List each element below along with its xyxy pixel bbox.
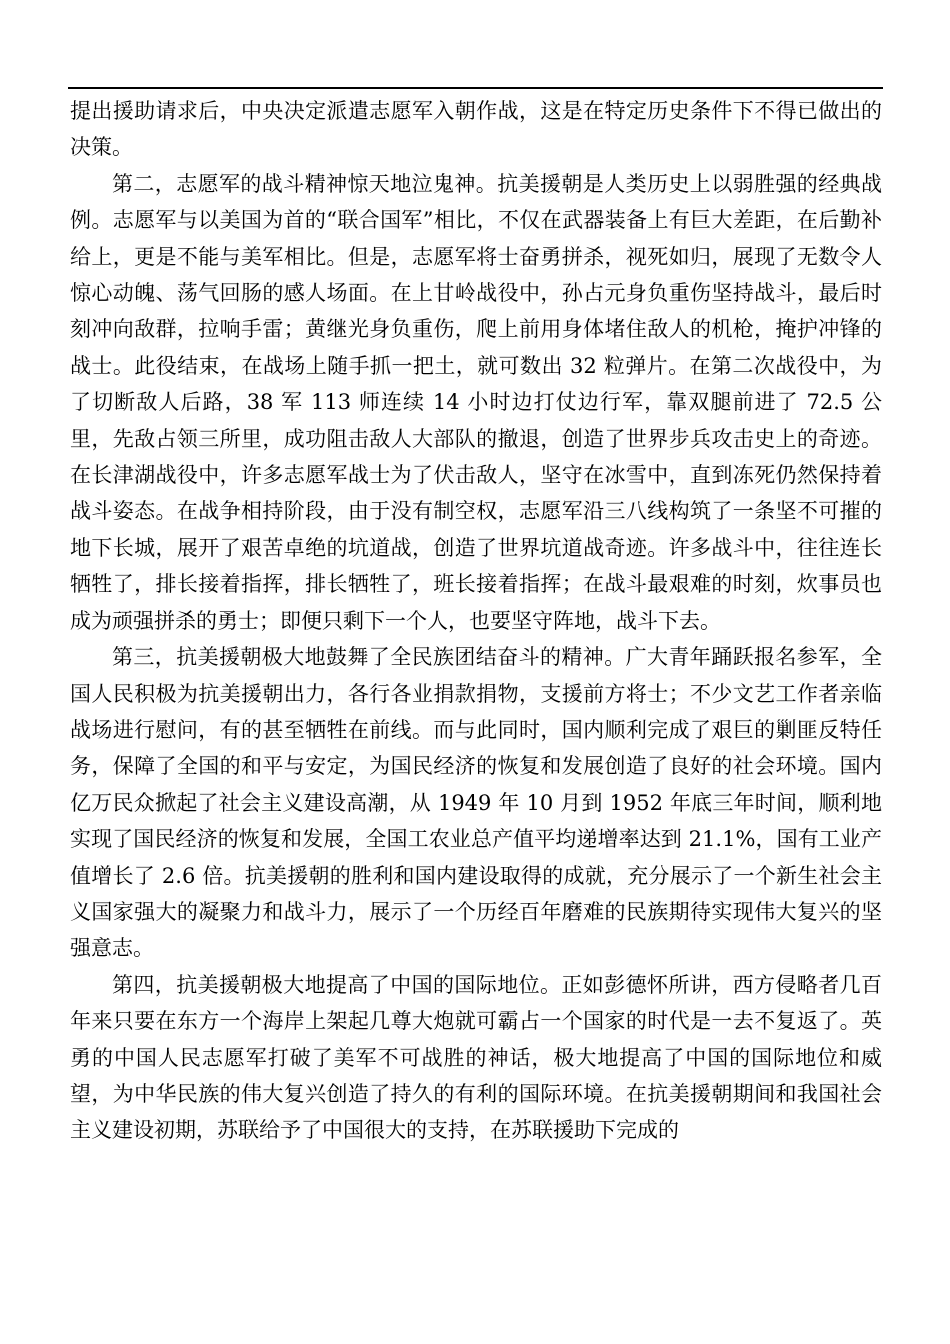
header-rule: [68, 87, 883, 89]
paragraph-continuation: 提出援助请求后，中央决定派遣志愿军入朝作战，这是在特定历史条件下不得已做出的决策。: [70, 99, 882, 160]
paragraph-second-point: 第二，志愿军的战斗精神惊天地泣鬼神。抗美援朝是人类历史上以弱胜强的经典战例。志愿军与以美国为首的“联合国军”相比，不仅在武器装备上有巨大差距，在后勤补给上，更是不能与美军相比。但是，志愿军将士奋勇拼杀，视死如归，展现了无数令人惊心动魄、荡气回肠的感人场面。在上甘岭战役中，孙占元身负重伤坚持战斗，最后时刻冲向敌群，拉响手雷；黄继光身负重伤，爬上前用身体堵住敌人的机枪，掩护冲锋的战士。此役结束，在战场上随手抓一把土，就可数出 32 粒弹片。在第二次战役中，为了切断敌人后路，38 军 113 师连续 14 小时边打仗边行军，靠双腿前进了 72.5 公里，先敌占领三所里，成功阻击敌人大部队的撤退，创造了世界步兵攻击史上的奇迹。在长津湖战役中，许多志愿军战士为了伏击敌人，坚守在冰雪中，直到冻死仍然保持着战斗姿态。在战争相持阶段，由于没有制空权，志愿军沿三八线构筑了一条坚不可摧的地下长城，展开了艰苦卓绝的坑道战，创造了世界坑道战奇迹。许多战斗中，往往连长牺牲了，排长接着指挥，排长牺牲了，班长接着指挥；在战斗最艰难的时刻，炊事员也成为顽强拼杀的勇士；即便只剩下一个人，也要坚守阵地，战斗下去。: [70, 171, 882, 633]
paragraph-third-point: 第三，抗美援朝极大地鼓舞了全民族团结奋斗的精神。广大青年踊跃报名参军，全国人民积极为抗美援朝出力，各行各业捐款捐物，支援前方将士；不少文艺工作者亲临战场进行慰问，有的甚至牺牲在前线。而与此同时，国内顺利完成了艰巨的剿匪反特任务，保障了全国的和平与安定，为国民经济的恢复和发展创造了良好的社会环境。国内亿万民众掀起了社会主义建设高潮，从 1949 年 10 月到 1952 年底三年时间，顺利地实现了国民经济的恢复和发展，全国工农业总产值平均递增率达到 21.1%，国有工业产值增长了 2.6 倍。抗美援朝的胜利和国内建设取得的成就，充分展示了一个新生社会主义国家强大的凝聚力和战斗力，展示了一个历经百年磨难的民族期待实现伟大复兴的坚强意志。: [70, 645, 882, 961]
paragraph-fourth-point: 第四，抗美援朝极大地提高了中国的国际地位。正如彭德怀所讲，西方侵略者几百年来只要在东方一个海岸上架起几尊大炮就可霸占一个国家的时代是一去不复返了。英勇的中国人民志愿军打破了美军不可战胜的神话，极大地提高了中国的国际地位和威望，为中华民族的伟大复兴创造了持久的有利的国际环境。在抗美援朝期间和我国社会主义建设初期，苏联给予了中国很大的支持，在苏联援助下完成的: [70, 972, 882, 1143]
document-body: [70, 93, 882, 1149]
